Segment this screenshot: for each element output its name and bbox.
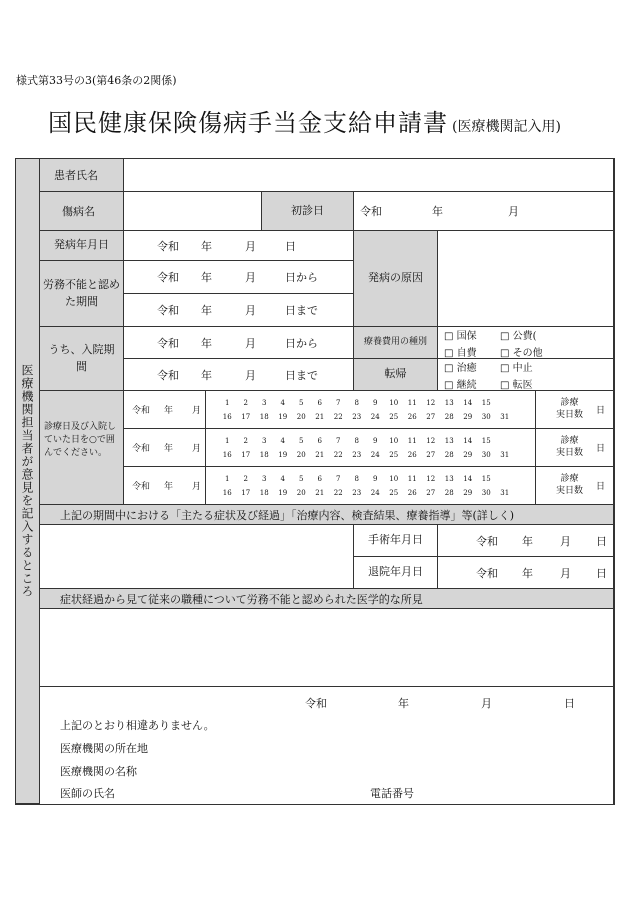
doctor-name-label: 医師の氏名	[60, 787, 115, 800]
day-2-19[interactable]: 19	[278, 450, 288, 459]
day-3-9[interactable]: 9	[373, 474, 378, 483]
surgery-date-field[interactable]	[438, 525, 614, 557]
incap-until-day: 日まで	[285, 304, 318, 317]
day-3-18[interactable]: 18	[259, 488, 269, 497]
day-1-30[interactable]: 30	[481, 412, 491, 421]
surgery-year: 年	[522, 534, 533, 548]
day-3-24[interactable]: 24	[370, 488, 380, 497]
day-3-31[interactable]: 31	[500, 488, 510, 497]
course-field[interactable]	[40, 525, 354, 589]
month-3-field[interactable]	[124, 467, 206, 505]
course-heading: 上記の期間中における「主たる症状及び経過」「治療内容、検査結果、療養指導」等(詳しく)	[40, 505, 614, 525]
outcome-option-cured[interactable]: □ 治癒	[444, 362, 477, 374]
day-3-20[interactable]: 20	[296, 488, 306, 497]
day-1-16[interactable]: 16	[222, 412, 232, 421]
disease-name-label: 傷病名	[40, 192, 124, 231]
day-1-7[interactable]: 7	[336, 398, 341, 407]
day-1-15[interactable]: 15	[481, 398, 491, 407]
day-3-8[interactable]: 8	[354, 474, 359, 483]
onset-date-label: 発病年月日	[40, 231, 124, 261]
care-cost-options[interactable]	[438, 327, 614, 359]
day-3-22[interactable]: 22	[333, 488, 343, 497]
day-1-2[interactable]: 2	[243, 398, 248, 407]
month-1-era: 令和	[132, 406, 151, 416]
incap-from-month: 月	[245, 271, 256, 284]
visit-days-label: 診療日及び入院していた日を○で囲んでください。	[40, 391, 124, 505]
day-2-27[interactable]: 27	[426, 450, 436, 459]
day-3-25[interactable]: 25	[389, 488, 399, 497]
day-3-5[interactable]: 5	[299, 474, 304, 483]
surgery-month: 月	[560, 534, 571, 548]
day-2-28[interactable]: 28	[444, 450, 454, 459]
day-2-6[interactable]: 6	[317, 436, 322, 445]
month-1-field[interactable]	[124, 391, 206, 429]
side-label: 医療機関担当者が意見を記入するところ	[16, 159, 40, 804]
day-2-30[interactable]: 30	[481, 450, 491, 459]
hospital-until-field[interactable]	[124, 359, 354, 391]
hosp-until-day: 日まで	[285, 368, 318, 382]
opinion-heading: 症状経過から見て従来の職種について労務不能と認められた医学的な所見	[40, 589, 614, 609]
day-1-10[interactable]: 10	[389, 398, 399, 407]
day-3-15[interactable]: 15	[481, 474, 491, 483]
hospitalization-label: うち、入院期間	[40, 327, 124, 391]
hosp-from-day: 日から	[285, 336, 318, 350]
certify-text: 上記のとおり相違ありません。	[60, 719, 215, 732]
month-1-actual-days[interactable]	[536, 391, 614, 429]
hosp-until-month: 月	[245, 368, 256, 382]
day-2-4[interactable]: 4	[280, 436, 285, 445]
day-3-10[interactable]: 10	[389, 474, 399, 483]
outcome-option-continuing[interactable]: □ 継続	[444, 379, 477, 391]
hosp-until-year: 年	[201, 368, 212, 382]
incapacity-from-field[interactable]	[124, 261, 354, 294]
discharge-year: 年	[522, 566, 533, 580]
incap-until-era: 令和	[157, 304, 179, 317]
incap-from-day: 日から	[285, 271, 318, 284]
cost-option-kokuho[interactable]: □ 国保	[444, 330, 477, 342]
discharge-month: 月	[560, 566, 571, 580]
month-2-month: 月	[192, 444, 202, 454]
day-2-16[interactable]: 16	[222, 450, 232, 459]
form-sheet	[15, 158, 615, 805]
day-3-2[interactable]: 2	[243, 474, 248, 483]
day-2-29[interactable]: 29	[463, 450, 473, 459]
sign-date-era: 令和	[305, 697, 327, 710]
hosp-until-era: 令和	[157, 368, 179, 382]
month-3-month: 月	[192, 482, 202, 492]
day-3-17[interactable]: 17	[241, 488, 251, 497]
day-2-12[interactable]: 12	[426, 436, 436, 445]
day-1-23[interactable]: 23	[352, 412, 362, 421]
day-1-22[interactable]: 22	[333, 412, 343, 421]
surgery-date-label: 手術年月日	[354, 525, 438, 557]
day-3-26[interactable]: 26	[407, 488, 417, 497]
first-visit-field[interactable]	[354, 192, 614, 231]
m1-td1: 診療	[560, 397, 579, 408]
day-2-23[interactable]: 23	[352, 450, 362, 459]
day-1-25[interactable]: 25	[389, 412, 399, 421]
hosp-from-year: 年	[201, 336, 212, 350]
day-1-6[interactable]: 6	[317, 398, 322, 407]
month-1-year: 年	[164, 406, 174, 416]
incap-from-era: 令和	[157, 271, 179, 284]
month-3-actual-days[interactable]	[536, 467, 614, 505]
day-1-3[interactable]: 3	[262, 398, 267, 407]
month-1-days[interactable]	[206, 391, 536, 429]
day-3-14[interactable]: 14	[463, 474, 473, 483]
day-1-24[interactable]: 24	[370, 412, 380, 421]
day-3-3[interactable]: 3	[262, 474, 267, 483]
discharge-day: 日	[596, 566, 607, 580]
form-number: 様式第33号の3(第46条の2関係)	[16, 74, 177, 87]
hosp-from-month: 月	[245, 336, 256, 350]
day-1-17[interactable]: 17	[241, 412, 251, 421]
title-text: 国民健康保険傷病手当金支給申請書	[48, 109, 448, 137]
day-3-7[interactable]: 7	[336, 474, 341, 483]
day-2-3[interactable]: 3	[262, 436, 267, 445]
month-2-field[interactable]	[124, 429, 206, 467]
onset-cause-label: 発病の原因	[354, 231, 438, 327]
sign-date-month: 月	[481, 697, 492, 710]
patient-name-label: 患者氏名	[40, 159, 124, 192]
day-2-13[interactable]: 13	[444, 436, 454, 445]
day-1-1[interactable]: 1	[225, 398, 230, 407]
surgery-day: 日	[596, 534, 607, 548]
day-2-21[interactable]: 21	[315, 450, 325, 459]
day-1-31[interactable]: 31	[500, 412, 510, 421]
first-visit-era: 令和	[360, 205, 382, 218]
month-2-era: 令和	[132, 444, 151, 454]
month-3-era: 令和	[132, 482, 151, 492]
day-3-30[interactable]: 30	[481, 488, 491, 497]
onset-month: 月	[245, 239, 256, 253]
month-2-year: 年	[164, 444, 174, 454]
discharge-date-field[interactable]	[438, 557, 614, 589]
day-3-11[interactable]: 11	[407, 474, 417, 483]
day-1-4[interactable]: 4	[280, 398, 285, 407]
day-2-22[interactable]: 22	[333, 450, 343, 459]
first-visit-year: 年	[432, 205, 443, 218]
day-3-4[interactable]: 4	[280, 474, 285, 483]
discharge-era: 令和	[476, 566, 498, 580]
form-title	[48, 103, 561, 138]
day-2-15[interactable]: 15	[481, 436, 491, 445]
onset-day: 日	[285, 239, 296, 253]
outcome-option-transferred[interactable]: □ 転医	[500, 379, 533, 391]
disease-name-field[interactable]	[124, 192, 262, 231]
incap-until-year: 年	[201, 304, 212, 317]
day-2-17[interactable]: 17	[241, 450, 251, 459]
day-2-2[interactable]: 2	[243, 436, 248, 445]
outcome-label: 転帰	[354, 359, 438, 391]
title-subtitle: (医療機関記入用)	[452, 119, 561, 135]
day-1-27[interactable]: 27	[426, 412, 436, 421]
day-2-11[interactable]: 11	[407, 436, 417, 445]
cost-option-other[interactable]: □ その他	[500, 347, 543, 359]
day-2-31[interactable]: 31	[500, 450, 510, 459]
discharge-date-label: 退院年月日	[354, 557, 438, 589]
onset-era: 令和	[157, 239, 179, 253]
onset-cause-field[interactable]	[438, 231, 614, 327]
hospital-from-field[interactable]	[124, 327, 354, 359]
incapacity-period-label: 労務不能と認めた期間	[40, 261, 124, 327]
m1-td2: 実日数	[556, 409, 584, 420]
signature-block	[40, 687, 614, 804]
day-2-25[interactable]: 25	[389, 450, 399, 459]
day-2-10[interactable]: 10	[389, 436, 399, 445]
day-2-1[interactable]: 1	[225, 436, 230, 445]
day-1-14[interactable]: 14	[463, 398, 473, 407]
day-3-6[interactable]: 6	[317, 474, 322, 483]
day-2-26[interactable]: 26	[407, 450, 417, 459]
day-3-28[interactable]: 28	[444, 488, 454, 497]
opinion-field[interactable]	[40, 609, 614, 687]
day-1-13[interactable]: 13	[444, 398, 454, 407]
month-3-actual-days-label	[556, 474, 583, 497]
incapacity-until-field[interactable]	[124, 294, 354, 327]
onset-date-field[interactable]	[124, 231, 354, 261]
day-3-1[interactable]: 1	[225, 474, 230, 483]
day-1-8[interactable]: 8	[354, 398, 359, 407]
m3-td1: 診療	[560, 473, 579, 484]
incap-from-year: 年	[201, 271, 212, 284]
day-3-23[interactable]: 23	[352, 488, 362, 497]
institution-name-label: 医療機関の名称	[60, 765, 137, 778]
cost-option-jihi[interactable]: □ 自費	[444, 347, 477, 359]
month-2-actual-days[interactable]	[536, 429, 614, 467]
month-3-days[interactable]	[206, 467, 536, 505]
day-3-19[interactable]: 19	[278, 488, 288, 497]
m2-td2: 実日数	[556, 447, 584, 458]
day-3-16[interactable]: 16	[222, 488, 232, 497]
surgery-era: 令和	[476, 534, 498, 548]
day-1-9[interactable]: 9	[373, 398, 378, 407]
first-visit-month: 月	[508, 205, 519, 218]
day-1-19[interactable]: 19	[278, 412, 288, 421]
outcome-option-stopped[interactable]: □ 中止	[500, 362, 533, 374]
day-3-29[interactable]: 29	[463, 488, 473, 497]
day-1-18[interactable]: 18	[259, 412, 269, 421]
day-3-21[interactable]: 21	[315, 488, 325, 497]
month-2-day-unit: 日	[595, 444, 605, 454]
m2-td1: 診療	[560, 435, 579, 446]
m3-td2: 実日数	[556, 485, 584, 496]
day-2-14[interactable]: 14	[463, 436, 473, 445]
day-1-21[interactable]: 21	[315, 412, 325, 421]
day-3-12[interactable]: 12	[426, 474, 436, 483]
day-1-5[interactable]: 5	[299, 398, 304, 407]
hosp-from-era: 令和	[157, 336, 179, 350]
day-1-28[interactable]: 28	[444, 412, 454, 421]
sign-date-year: 年	[398, 697, 409, 710]
month-1-actual-days-label	[556, 398, 583, 421]
day-1-11[interactable]: 11	[407, 398, 417, 407]
phone-label: 電話番号	[370, 787, 414, 800]
day-1-29[interactable]: 29	[463, 412, 473, 421]
day-2-20[interactable]: 20	[296, 450, 306, 459]
day-1-26[interactable]: 26	[407, 412, 417, 421]
day-2-5[interactable]: 5	[299, 436, 304, 445]
day-2-8[interactable]: 8	[354, 436, 359, 445]
onset-year: 年	[201, 239, 212, 253]
day-2-7[interactable]: 7	[336, 436, 341, 445]
day-2-18[interactable]: 18	[259, 450, 269, 459]
month-3-year: 年	[164, 482, 174, 492]
first-visit-label: 初診日	[262, 192, 354, 231]
day-1-12[interactable]: 12	[426, 398, 436, 407]
month-3-day-unit: 日	[595, 482, 605, 492]
day-2-24[interactable]: 24	[370, 450, 380, 459]
care-cost-type-label: 療養費用の種別	[354, 327, 438, 359]
month-1-day-unit: 日	[595, 406, 605, 416]
sign-date-day: 日	[564, 697, 575, 710]
month-2-days[interactable]	[206, 429, 536, 467]
day-1-20[interactable]: 20	[296, 412, 306, 421]
institution-address-label: 医療機関の所在地	[60, 742, 148, 755]
day-3-13[interactable]: 13	[444, 474, 454, 483]
incap-until-month: 月	[245, 304, 256, 317]
day-2-9[interactable]: 9	[373, 436, 378, 445]
month-1-month: 月	[192, 406, 202, 416]
cost-option-kouhi[interactable]: □ 公費(	[500, 330, 537, 342]
day-3-27[interactable]: 27	[426, 488, 436, 497]
patient-name-field[interactable]	[124, 159, 614, 192]
month-2-actual-days-label	[556, 436, 583, 459]
outcome-options[interactable]	[438, 359, 614, 391]
